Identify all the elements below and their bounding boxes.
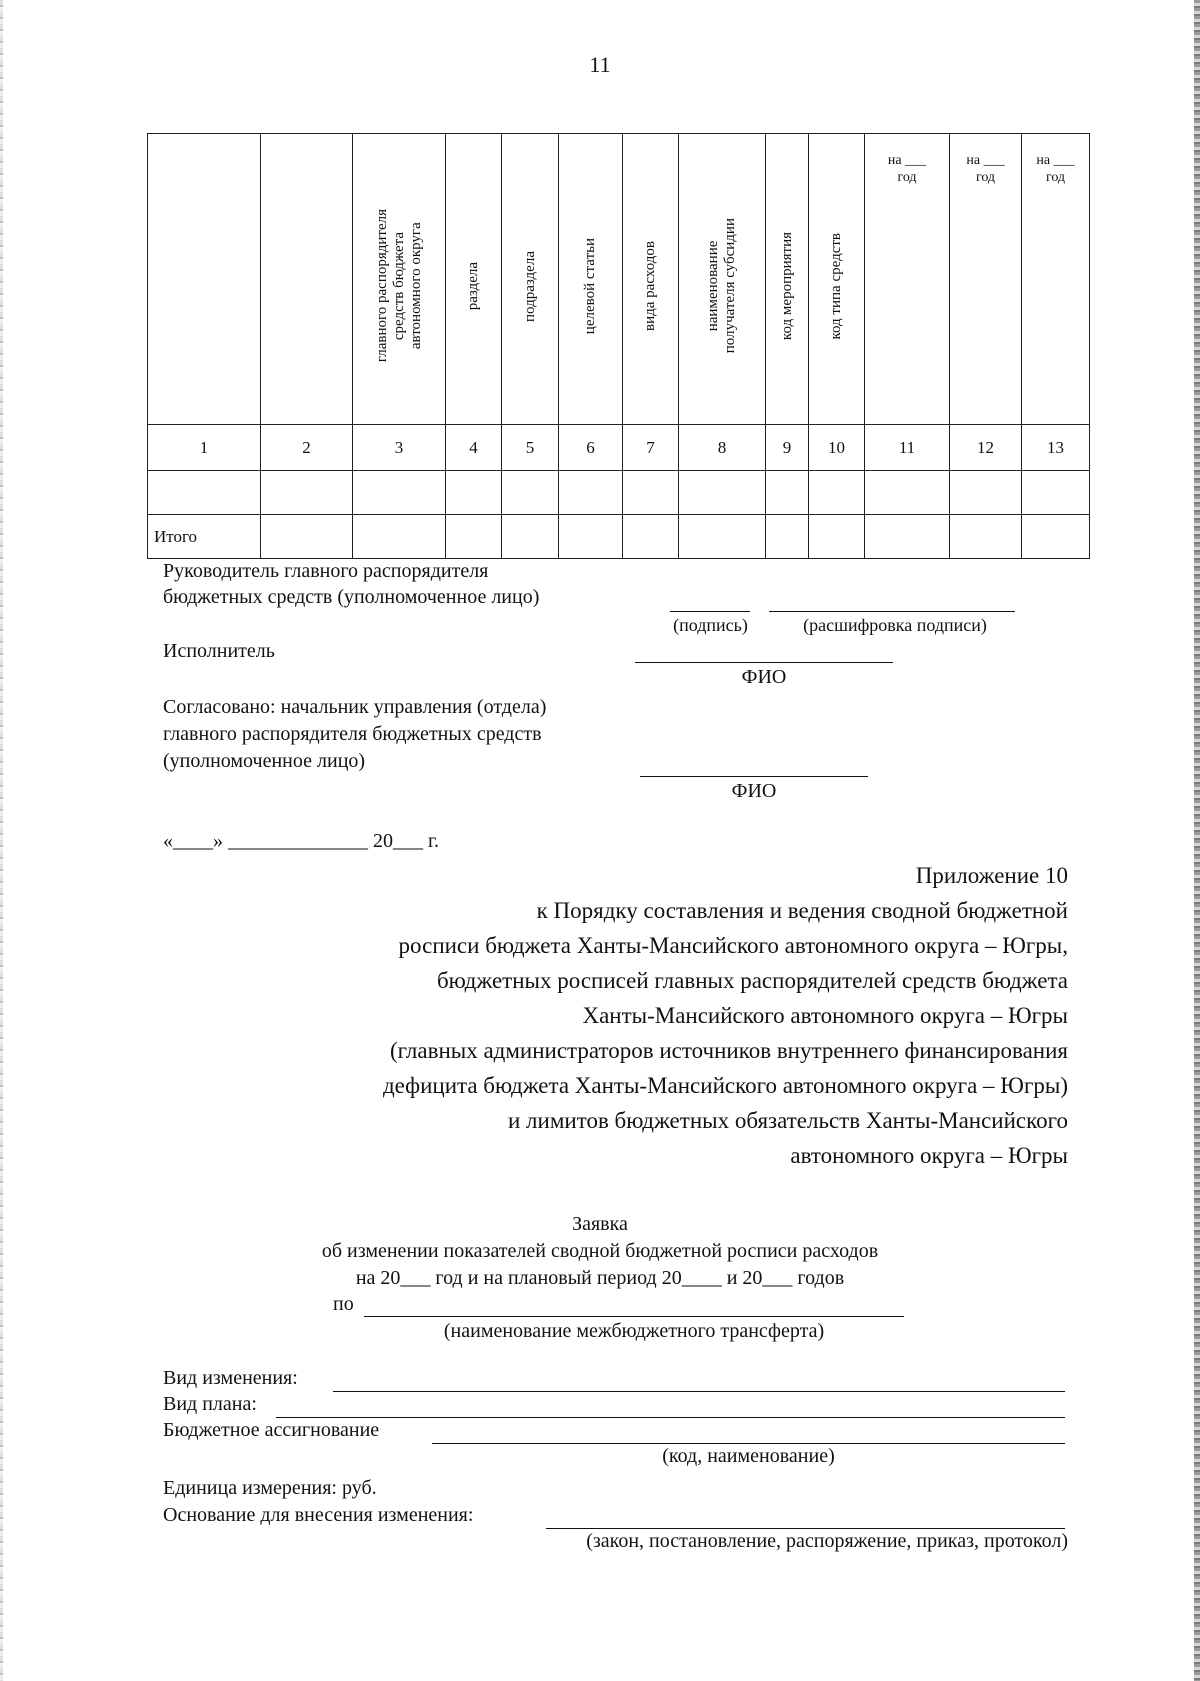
allocation-line <box>432 1443 1065 1444</box>
column-number: 2 <box>261 425 353 471</box>
transfer-name-caption: (наименование межбюджетного трансферта) <box>443 1320 825 1342</box>
header-event-code: код мероприятия <box>778 231 795 341</box>
column-number: 11 <box>865 425 950 471</box>
appendix-line: автономного округа – Югры <box>790 1143 1068 1168</box>
fio-caption-2: ФИО <box>731 780 777 802</box>
column-number: 1 <box>148 425 261 471</box>
table-cell <box>502 471 559 515</box>
basis-caption: (закон, постановление, распоряжение, приказ, протокол) <box>586 1530 1068 1552</box>
table-cell <box>1022 471 1090 515</box>
request-line2: на 20___ год и на плановый период 20____ и 20___ годов <box>355 1267 845 1289</box>
table-cell <box>623 471 679 515</box>
table-header-cell <box>261 134 353 425</box>
table-header-cell <box>809 134 865 425</box>
table-header-cell <box>148 134 261 425</box>
table-cell <box>446 471 502 515</box>
header-target-article: целевой статьи <box>582 237 598 335</box>
head-label-line1: Руководитель главного распорядителя <box>163 560 489 582</box>
table-cell <box>559 471 623 515</box>
total-label: Итого <box>148 515 261 559</box>
table-header-cell <box>559 134 623 425</box>
change-type-line <box>333 1391 1065 1392</box>
table-cell <box>261 515 353 559</box>
table-header-cell <box>623 134 679 425</box>
table-cell <box>809 471 865 515</box>
appendix-block <box>168 858 1068 1173</box>
header-main-manager: главного распорядителя средств бюджета автономного округа <box>373 209 424 363</box>
table-cell <box>559 515 623 559</box>
table-header-cell <box>766 134 809 425</box>
header-funds-type-code: код типа средств <box>828 232 844 340</box>
scan-edge-right <box>1194 0 1200 1681</box>
appendix-line: дефицита бюджета Ханты-Мансийского автономного округа – Югры) <box>382 1073 1068 1098</box>
agreed-label-line3: (уполномоченное лицо) <box>163 750 366 772</box>
table-empty-row <box>148 471 1090 515</box>
plan-type-label: Вид плана: <box>163 1393 257 1415</box>
column-number: 7 <box>623 425 679 471</box>
allocation-caption: (код, наименование) <box>662 1445 835 1467</box>
table-cell <box>679 515 766 559</box>
header-year-2 <box>950 134 1022 425</box>
header-year-3 <box>1022 134 1090 425</box>
year-header-label: на ___ год <box>1036 153 1075 185</box>
agreed-label-line1: Согласовано: начальник управления (отдела) <box>163 696 547 718</box>
request-title: Заявка <box>572 1213 628 1235</box>
table-cell <box>446 515 502 559</box>
table-header-cell <box>502 134 559 425</box>
appendix-line: Приложение 10 <box>915 863 1068 888</box>
basis-line <box>546 1528 1065 1529</box>
unit-label: Единица измерения: руб. <box>163 1477 377 1499</box>
appendix-line: росписи бюджета Ханты-Мансийского автономного округа – Югры, <box>398 933 1068 958</box>
appendix-line: бюджетных росписей главных распорядителей средств бюджета <box>436 968 1068 993</box>
table-header-row <box>148 134 1090 425</box>
header-section: раздела <box>465 261 481 311</box>
appendix-line: Ханты-Мансийского автономного округа – Югры <box>582 1003 1068 1028</box>
scan-edge-left <box>0 0 3 1681</box>
request-po-label: по <box>333 1293 354 1315</box>
header-recipient-name: наименование получателя субсидии <box>705 218 738 354</box>
column-number: 3 <box>353 425 446 471</box>
table-cell <box>261 471 353 515</box>
budget-table <box>147 133 1090 559</box>
change-type-label: Вид изменения: <box>163 1367 298 1389</box>
transfer-name-line <box>364 1316 904 1317</box>
fio-caption-1: ФИО <box>741 666 787 688</box>
signature-caption: (подпись) <box>673 615 748 635</box>
table-cell <box>679 471 766 515</box>
allocation-label: Бюджетное ассигнование <box>163 1419 380 1441</box>
signature-line <box>670 611 750 612</box>
date-line: «____» ______________ 20___ г. <box>163 830 439 852</box>
table-cell <box>809 515 865 559</box>
table-cell <box>623 515 679 559</box>
table-total-row <box>148 515 1090 559</box>
header-subsection: подраздела <box>521 250 538 322</box>
column-number: 10 <box>809 425 865 471</box>
column-number: 5 <box>502 425 559 471</box>
table-cell <box>950 471 1022 515</box>
signature-decode-caption: (расшифровка подписи) <box>803 615 987 635</box>
appendix-line: к Порядку составления и ведения сводной бюджетной <box>536 898 1068 923</box>
table-cell <box>766 471 809 515</box>
header-expense-type: вида расходов <box>642 241 658 331</box>
table-cell <box>353 515 446 559</box>
table-cell <box>865 471 950 515</box>
column-number-row <box>148 425 1090 471</box>
column-number: 9 <box>766 425 809 471</box>
appendix-line: (главных администраторов источников внутреннего финансирования <box>389 1038 1068 1063</box>
column-number: 8 <box>679 425 766 471</box>
agreed-line <box>640 776 868 777</box>
request-line1: об изменении показателей сводной бюджетной росписи расходов <box>321 1240 879 1262</box>
signature-decode-line <box>769 611 1015 612</box>
column-number: 4 <box>446 425 502 471</box>
plan-type-line <box>276 1417 1065 1418</box>
table-cell <box>502 515 559 559</box>
table-header-cell <box>446 134 502 425</box>
page-number: 11 <box>589 52 611 77</box>
table-cell <box>1022 515 1090 559</box>
column-number: 13 <box>1022 425 1090 471</box>
year-header-label: на ___ год <box>966 153 1005 185</box>
column-number: 12 <box>950 425 1022 471</box>
table-cell <box>950 515 1022 559</box>
appendix-line: и лимитов бюджетных обязательств Ханты-Мансийского <box>507 1108 1068 1133</box>
executor-line <box>635 662 893 663</box>
table-cell <box>353 471 446 515</box>
table-header-cell <box>679 134 766 425</box>
table-cell <box>766 515 809 559</box>
basis-label: Основание для внесения изменения: <box>163 1504 474 1526</box>
header-year-1 <box>865 134 950 425</box>
agreed-label-line2: главного распорядителя бюджетных средств <box>163 723 542 745</box>
column-number: 6 <box>559 425 623 471</box>
year-header-label: на ___ год <box>887 153 927 185</box>
table-cell <box>148 471 261 515</box>
executor-label: Исполнитель <box>163 640 275 662</box>
table-cell <box>865 515 950 559</box>
table-header-cell <box>353 134 446 425</box>
head-label-line2: бюджетных средств (уполномоченное лицо) <box>163 586 540 608</box>
